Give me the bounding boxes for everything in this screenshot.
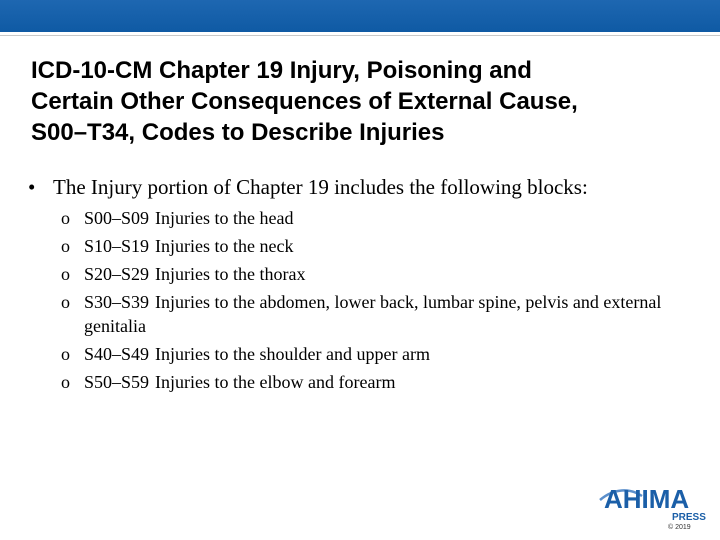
circle-bullet-icon: o (61, 264, 70, 284)
circle-bullet-icon: o (61, 372, 70, 392)
intro-text: The Injury portion of Chapter 19 includes the following blocks: (53, 175, 588, 199)
list-item (61, 234, 701, 258)
code-range: S50–S59 (84, 372, 150, 392)
slide-title (31, 55, 701, 148)
title-line: ICD-10-CM Chapter 19 Injury, Poisoning and (31, 57, 532, 84)
header-bar (0, 0, 720, 32)
circle-bullet-icon: o (61, 208, 70, 228)
bullet-dot-icon: • (28, 175, 36, 199)
circle-bullet-icon: o (61, 292, 70, 312)
code-range: S00–S09 (84, 208, 150, 228)
list-item (61, 206, 701, 230)
ahima-press-logo (596, 478, 706, 523)
block-description: Injuries to the neck (155, 236, 294, 256)
list-item (61, 342, 701, 366)
block-description: Injuries to the elbow and forearm (155, 372, 396, 392)
title-line: Certain Other Consequences of External Cause, (31, 88, 578, 115)
logo-brand: AHIMA (604, 484, 690, 514)
block-description: Injuries to the head (155, 208, 294, 228)
list-item (61, 262, 701, 286)
title-line: S00–T34, Codes to Describe Injuries (31, 119, 445, 146)
block-description: Injuries to the thorax (155, 264, 306, 284)
circle-bullet-icon: o (61, 236, 70, 256)
circle-bullet-icon: o (61, 344, 70, 364)
block-description: Injuries to the abdomen, lower back, lumbar spine, pelvis and external genitalia (84, 292, 662, 336)
intro-bullet (28, 174, 708, 200)
code-range: S30–S39 (84, 292, 150, 312)
list-item (61, 290, 701, 338)
list-item (61, 370, 701, 394)
code-range: S40–S49 (84, 344, 150, 364)
copyright-text: © 2019 (668, 524, 691, 531)
code-range: S10–S19 (84, 236, 150, 256)
block-description: Injuries to the shoulder and upper arm (155, 344, 430, 364)
header-divider (0, 35, 720, 36)
block-list (61, 206, 701, 398)
logo-subtext: PRESS (672, 512, 706, 523)
code-range: S20–S29 (84, 264, 150, 284)
